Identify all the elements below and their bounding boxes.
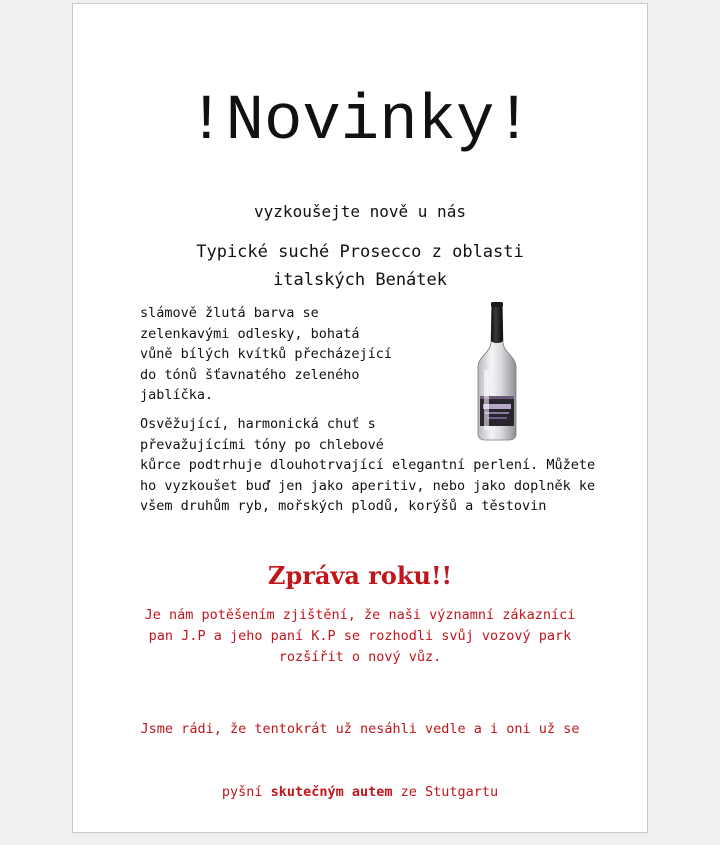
document-page [72,3,648,833]
news-text-bold: skutečným autem [270,784,393,800]
description-paragraph-2: Osvěžující, harmonická chuť s převažujícími tóny po chlebové kůrce podtrhuje dlouhotrvající elegantní perlení. Můžete ho vyzkoušet buď jen jako aperitiv, nebo jako doplněk ke všem druhům ryb, mořských plodů, korýšů a těstovin [140,416,596,514]
product-heading [73,238,647,294]
product-heading-line1: Typické suché Prosecco z oblasti [196,242,524,262]
news-text-prefix: pyšní [221,784,271,800]
tagline: vyzkoušejte nově u nás [254,202,466,221]
news-paragraph-2 [73,677,647,845]
description-paragraph-1: slámově žlutá barva se zelenkavými odlesky, bohatá vůně bílých kvítků přecházející do tónů šťavnatého zeleného jablíčka. [140,305,392,403]
document-title: !Novinky! [187,86,533,158]
product-heading-line2: italských Benátek [273,270,447,290]
news-text-suffix: ze Stutgartu [392,784,499,800]
news-paragraph-2-line2 [73,782,647,803]
news-paragraph-2-line1: Jsme rádi, že tentokrát už nesáhli vedle a i oni už se [140,721,580,737]
prosecco-bottle-icon [469,300,525,442]
news-paragraph-1: Je nám potěšením zjištění, že naši významní zákazníci pan J.P a jeho paní K.P se rozhodli svůj vozový park rozšířit o nový vůz. [144,607,576,665]
news-title: Zpráva roku!! [267,561,453,590]
